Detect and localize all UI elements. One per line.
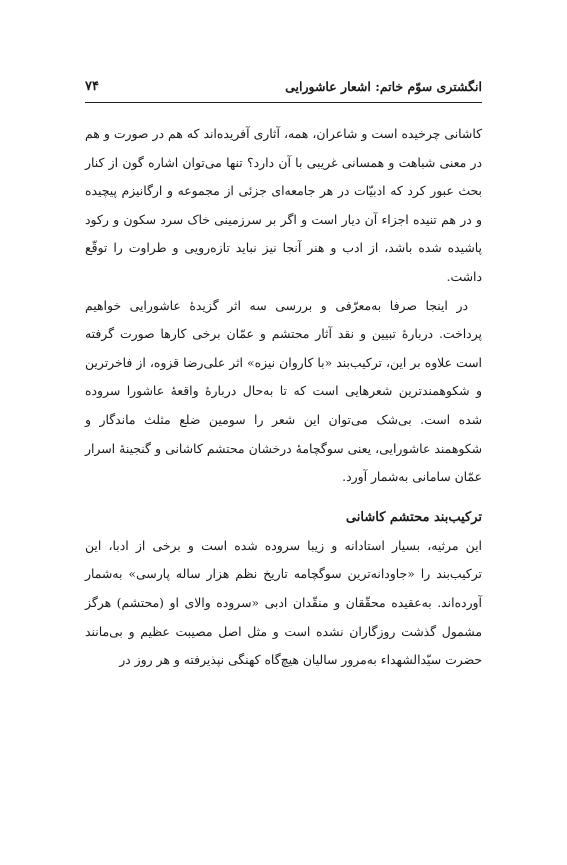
running-title: انگشتری سوّم خاتم: اشعار عاشورایی (285, 78, 482, 94)
page-header (85, 74, 482, 98)
body-text (85, 120, 482, 675)
section-paragraph: این مرثیه، بسیار استادانه و زیبا سروده شده است و برخی از ادبا، این ترکیب‌بند را «جاودانه‌ترین سوگچامه تاریخ نظم هزار ساله پارسی» به‌شمار آورده‌اند. به‌عقیده محقّقان و منقّدان ادبی «سروده والای او (محتشم) هرگز مشمول گذشت روزگاران نشده است و مثل اصل مصیبت عظیم و بی‌مانند حضرت سیّدالشهداء به‌مرور سالیان هیچ‌گاه کهنگی نپذیرفته و هر روز در (85, 537, 482, 668)
paragraph-1: کاشانی چرخیده است و شاعران، همه، آثاری آفریده‌اند که هم در صورت و هم در معنی شباهت و همسانی غریبی با آن دارد؟ تنها می‌توان اشاره گون از کنار بحث عبور کرد که ادبیّات در هر جامعه‌ای جزئی از مجموعه و ارگانیزم پیچیده و در هم تنیده اجزاء آن دیار است و اگر بر سرزمینی خاک سرد سکون و رکود پاشیده شده باشد، از ادب و هنر آنجا نیز نباید تازه‌رویی و طراوت را توقّع داشت. (85, 126, 482, 284)
paragraph-2: در اینجا صرفا به‌معرّفی و بررسی سه اثر گزیدهٔ عاشورایی خواهیم پرداخت. دربارهٔ تبیین و نقد آثار محتشم و عمّان برخی کارها صورت گرفته است علاوه بر این، ترکیب‌بند «با کاروان نیزه» اثر علی‌رضا قزوه، از فاخرترین و شکوهمندترین شعرهایی است که تا به‌حال دربارهٔ واقعهٔ عاشورا سروده شده است. بی‌شک می‌توان این شعر را سومین ضلع مثلث ماندگار و شکوهمند عاشورایی، یعنی سوگچامهٔ درخشان محتشم کاشانی و گنجینهٔ اسرار عمّان سامانی به‌شمار آورد. (85, 297, 482, 485)
section-heading: ترکیب‌بند محتشم کاشانی (345, 509, 482, 525)
header-rule (85, 102, 482, 103)
page-number: ۷۴ (85, 78, 99, 94)
